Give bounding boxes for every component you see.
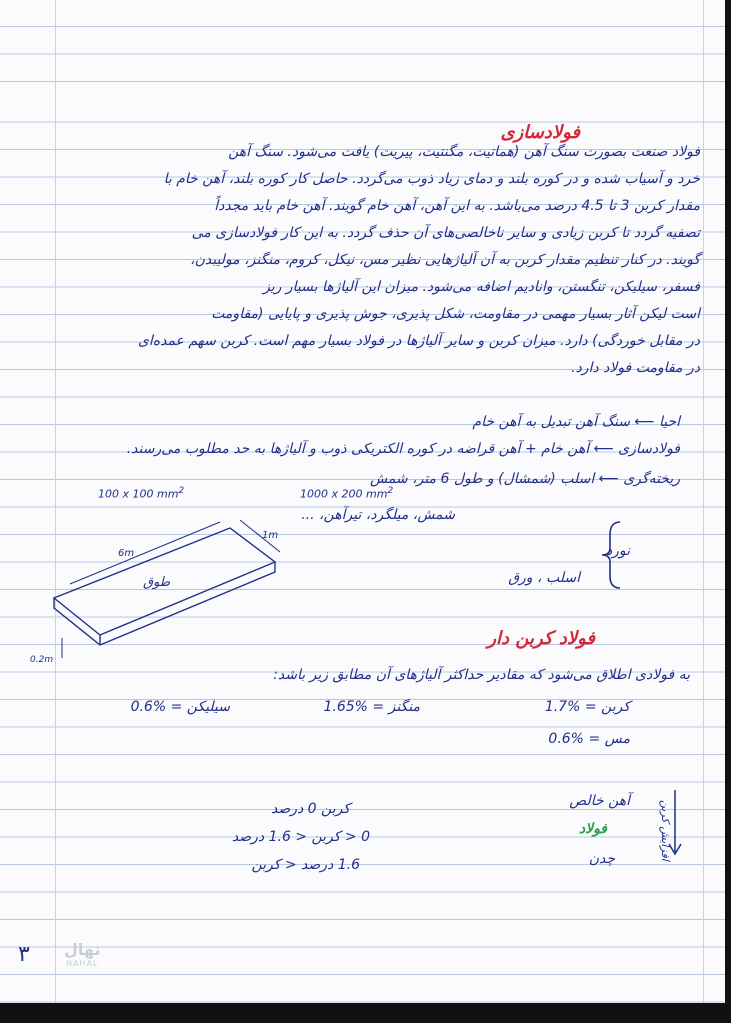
paragraph-line: فولاد صنعت بصورت سنگ آهن (هماتیت، مگنتیت، پیریت) یافت می‌شود. سنگ آهن	[228, 144, 700, 160]
flow-right: سنگ آهن تبدیل به آهن خام	[472, 414, 630, 430]
shapes-list: شمش، میلگرد، تیرآهن، ...	[301, 507, 455, 523]
flow-row	[370, 468, 680, 490]
flow-left: احیا	[658, 414, 680, 430]
flow-left: فولادسازی	[618, 441, 680, 457]
paragraph-line: تصفیه گردد تا کربن زیادی و سایر ناخالصی‌های آن حذف گردد. به این کار فولادسازی می	[191, 225, 700, 241]
paragraph-line: در مقاومت فولاد دارد.	[571, 360, 700, 376]
element-row: منگنز = 1.65%	[323, 699, 420, 715]
dim-slab: 1000 x 200 $mm^2$	[300, 485, 394, 501]
section1-title: فولادسازی	[500, 122, 580, 143]
sketch-thickness: 0.2m	[30, 655, 54, 665]
paragraph-line: خرد و آسیاب شده و در کوره بلند و دمای زیاد ذوب می‌گردد. حاصل کار کوره بلند، آهن خام با	[163, 171, 700, 187]
paragraph-line: گویند. در کنار تنظیم مقدار کربن به آن آلیاژهایی نظیر مس، نیکل، کروم، منگنز، مولیبدن،	[190, 252, 700, 268]
rule-line: کربن 0 درصد	[270, 801, 350, 817]
pure-iron-label: آهن خالص	[569, 793, 630, 809]
margin-line-right	[703, 0, 704, 1003]
page-number: ۳	[18, 942, 30, 967]
rule-line: 1.6 درصد < کربن	[251, 857, 360, 873]
paragraph-line: در مقابل خوردگی) دارد. میزان کربن و سایر آلیاژها در فولاد بسیار مهم است. کربن سهم عمده‌ای	[137, 333, 700, 349]
element-row: سیلیکن = 0.6%	[130, 699, 230, 715]
paragraph-line: فسفر، سیلیکن، تنگستن، وانادیم اضافه می‌شود. میزان این آلیاژها بسیار ریز	[263, 279, 700, 295]
arrow-icon: ⟵	[594, 471, 619, 487]
plate-label: اسلب ، ورق	[508, 570, 580, 586]
flow-row	[472, 411, 680, 433]
flow-right: اسلب (شمشال) و طول 6 متر، شمش	[369, 471, 595, 487]
flow-left: ریخته‌گری	[623, 471, 680, 487]
flow-right: آهن خام + آهن قراضه در کوره الکتریکی ذوب و آلیاژها به حد مطلوب می‌رسند.	[126, 441, 590, 457]
arrow-icon: ⟵	[589, 441, 614, 457]
sketch-width: 1m	[262, 530, 279, 541]
flow-row	[127, 438, 680, 460]
sketch-label: طوق	[143, 575, 171, 590]
element-row: کربن = 1.7%	[544, 699, 630, 715]
arrow-icon: ⟵	[629, 414, 655, 430]
element-row: مس = 0.6%	[548, 731, 630, 747]
steel-label: فولاد	[578, 821, 607, 837]
roll-label: نورد	[605, 543, 630, 559]
dim-billet: 100 x 100 $mm^2$	[98, 485, 185, 501]
cast-iron-label: چدن	[588, 851, 615, 867]
brand-logo: نهال NAHAL	[64, 940, 101, 968]
carbon-axis-label: افزایش کربن	[659, 800, 672, 861]
section2-title: فولاد کربن دار	[487, 628, 595, 649]
paragraph-line: مقدار کربن 3 تا 4.5 درصد می‌باشد. به این آهن، آهن خام گویند. آهن خام باید مجدداً	[214, 198, 700, 214]
rule-line: 0 < کربن < 1.6 درصد	[231, 829, 370, 845]
section2-intro: به فولادی اطلاق می‌شود که مقادیر حداکثر آلیاژهای آن مطابق زیر باشد:	[273, 667, 690, 683]
paragraph-line: است لیکن آثار بسیار مهمی در مقاومت، شکل پذیری، جوش پذیری و پایایی (مقاومت	[211, 306, 700, 322]
sketch-length: 6m	[118, 548, 135, 559]
margin-line-left	[55, 0, 56, 1003]
